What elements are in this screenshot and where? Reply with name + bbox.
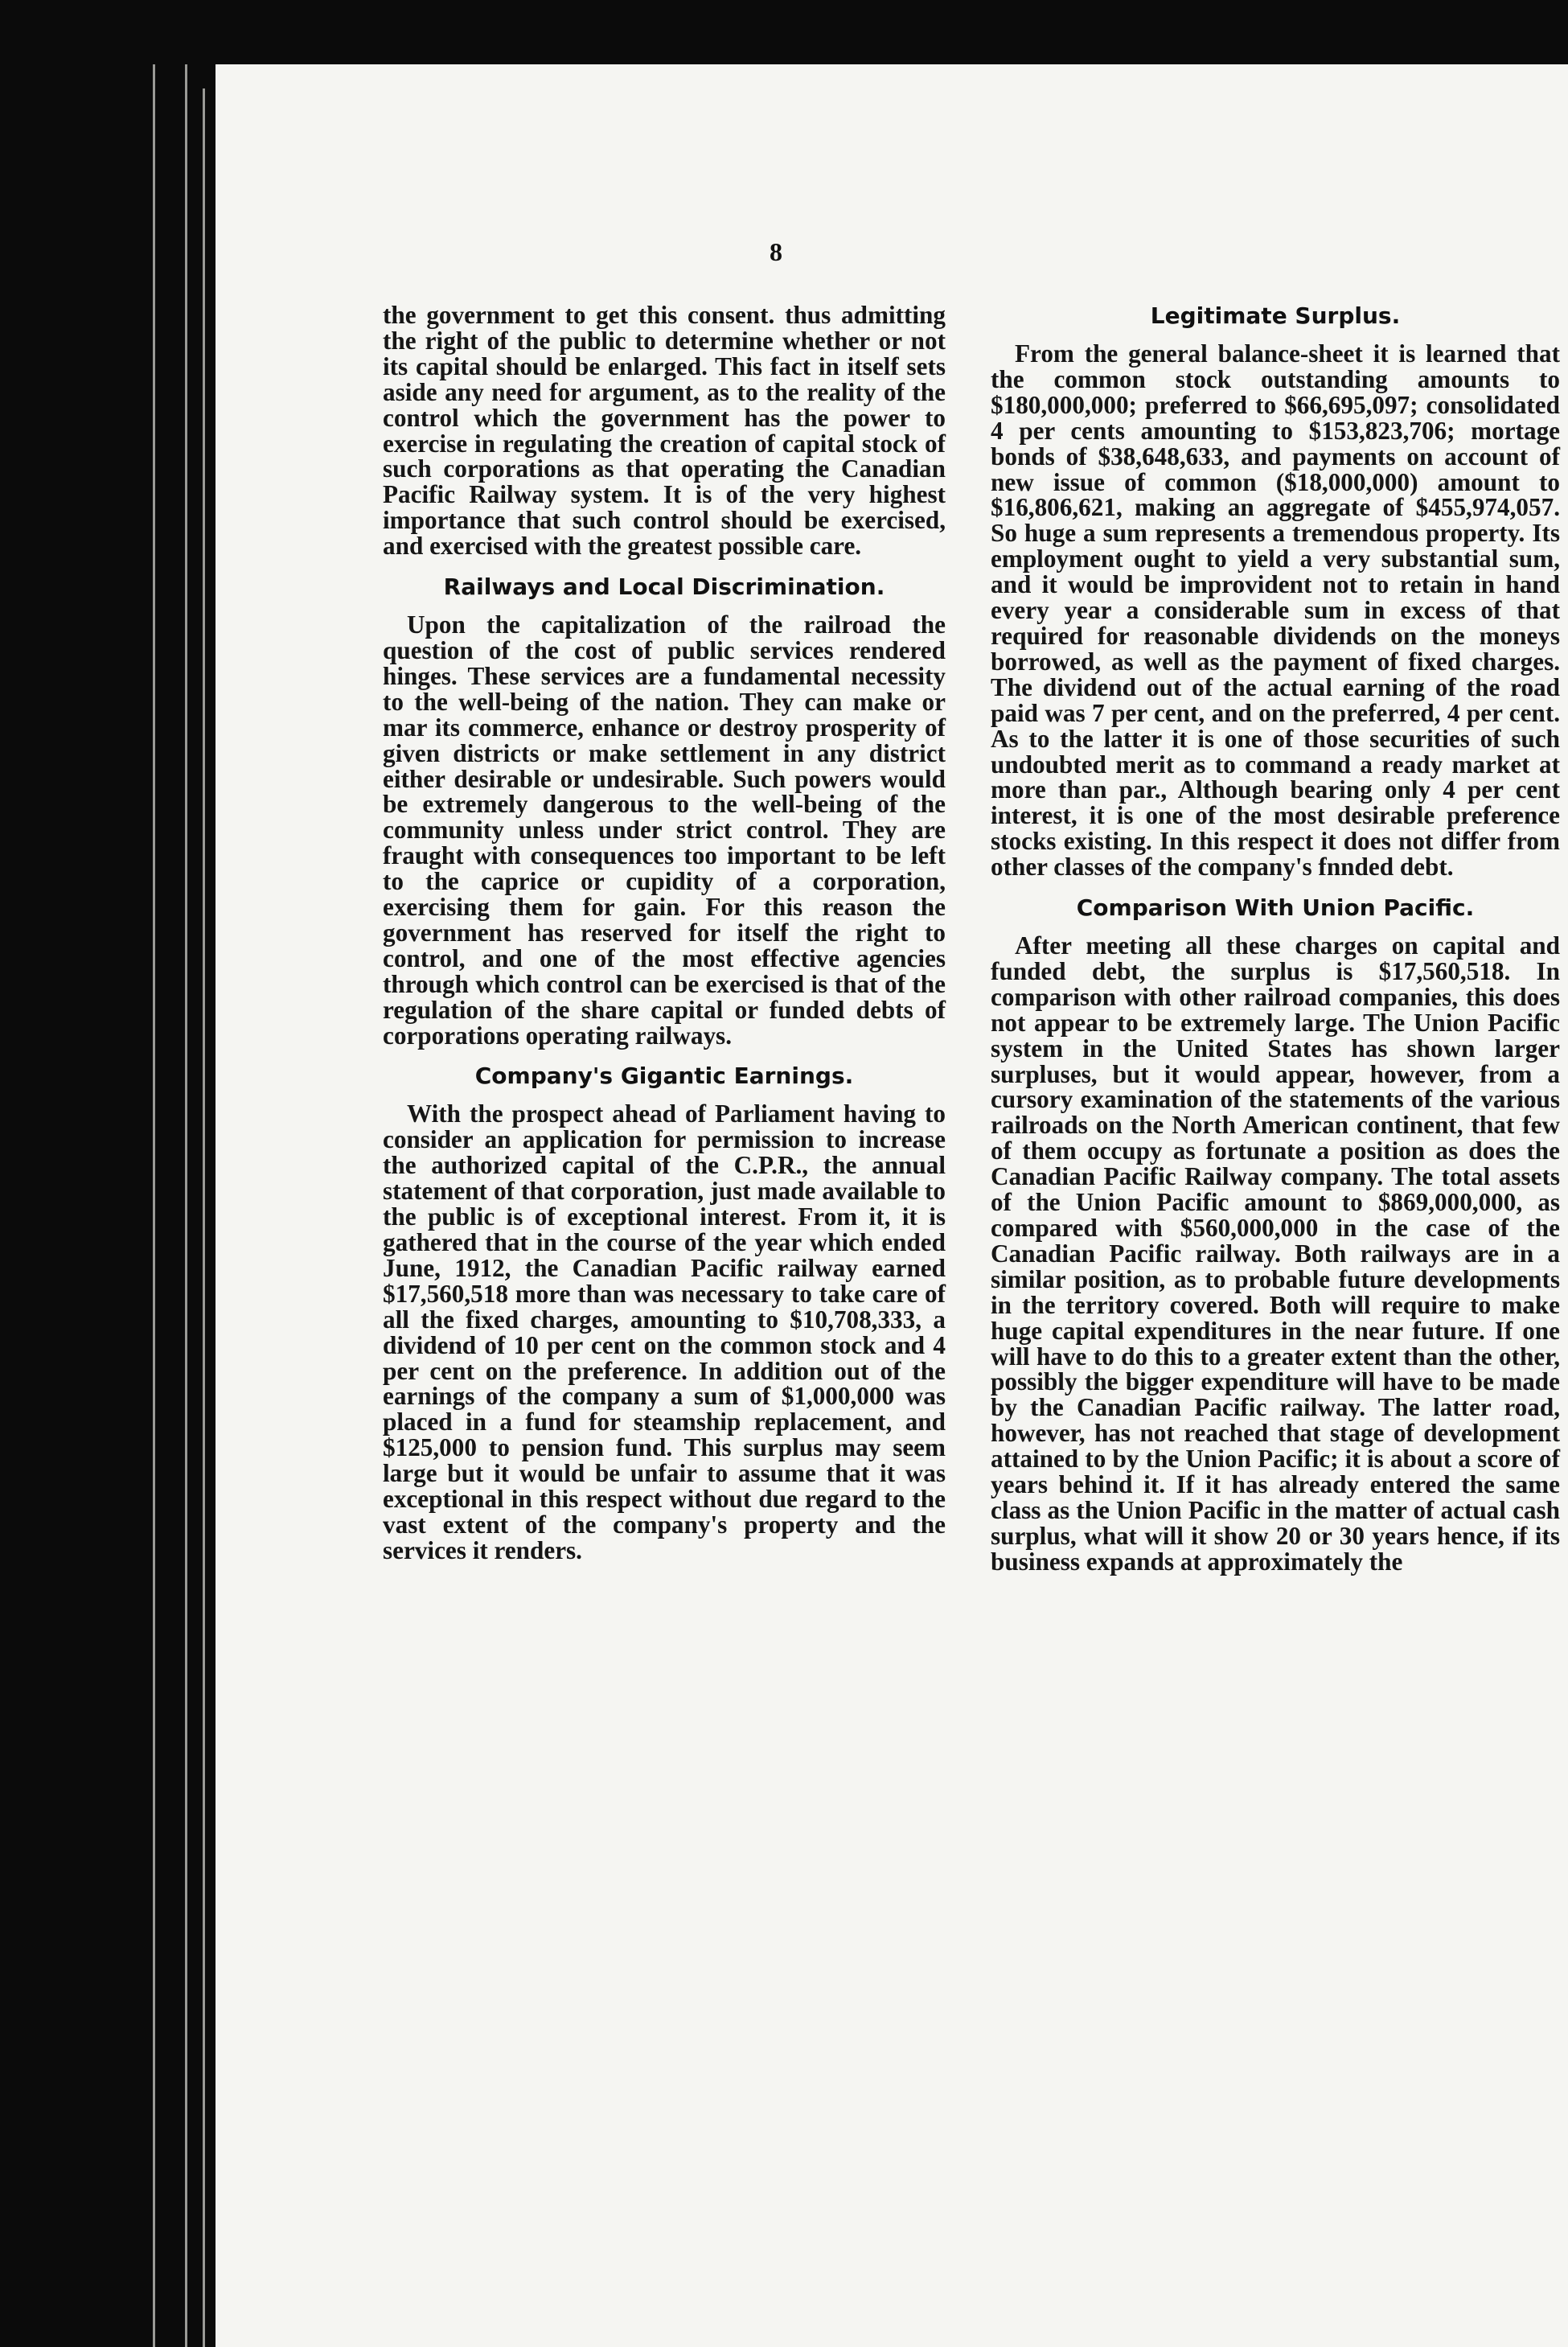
page-edge-line <box>153 64 155 2347</box>
section-heading: Comparison With Union Pacific. <box>1076 894 1475 922</box>
paragraph: From the general balance-sheet it is learned that the common stock outstanding amounts to $180,000,000; preferred to $66,695,097; consolidated 4 per cents amounting to $153,823,706; mortage bonds of $38,648,633, and payments on account of new issue of common ($18,000,000) amount to $16,806,621, making an aggregate of $455,974,057. So huge a sum represents a tremendous property. Its employment ought to yield a very substantial sum, and it would be improvident not to retain in hand every year a considerable sum in excess of that required for reasonable dividends on the moneys borrowed, as well as the payment of fixed charges. The dividend out of the actual earning of the road paid was 7 per cent, and on the preferred, 4 per cent. As to the latter it is one of those securities of such undoubted merit as to command a ready market at more than par., Although bearing only 4 per cent interest, it is one of the most desirable preference stocks existing. In this respect it does not differ from other classes of the company's fnnded debt. <box>991 339 1560 882</box>
page-edge-line <box>185 64 187 2347</box>
section-heading: Company's Gigantic Earnings. <box>474 1063 854 1090</box>
section-heading: Railways and Local Discrimination. <box>443 573 885 601</box>
right-column <box>991 302 1560 1575</box>
paragraph: the government to get this consent. thus admitting the right of the public to determine whether or not its capital should be enlarged. This fact in itself sets aside any need for argument, as to the reality of the control which the government has the power to exercise in regulating the creation of capital stock of such corporations as that operating the Canadian Pacific Railway system. It is of the very highest importance that such control should be exercised, and exercised with the greatest possible care. <box>383 301 946 561</box>
page-number: 8 <box>770 237 782 266</box>
paragraph: Upon the capitalization of the railroad the question of the cost of public services rendered hinges. These services are a fundamental necessity to the well-being of the nation. They can make or mar its commerce, enhance or destroy prosperity of given districts or make settlement in any district either desirable or undesirable. Such powers would be extremely dangerous to the well-being of the community unless under strict control. They are fraught with consequences too important to be left to the caprice or cupidity of a corporation, exercising them for gain. For this reason the government has reserved for itself the right to control, and one of the most effective agencies through which control can be exercised is that of the regulation of the share capital or funded debts of corporations operating railways. <box>383 610 946 1050</box>
left-column <box>383 302 946 1564</box>
page-edge-line <box>203 88 205 2347</box>
paragraph: With the prospect ahead of Parliament having to consider an application for permission to increase the authorized capital of the C.P.R., the annual statement of that corporation, just made available to the public is of exceptional interest. From it, it is gathered that in the course of the year which ended June, 1912, the Canadian Pacific railway earned $17,560,518 more than was necessary to take care of all the fixed charges, amounting to $10,708,333, a dividend of 10 per cent on the common stock and 4 per cent on the preference. In addition out of the earnings of the company a sum of $1,000,000 was placed in a fund for steamship replacement, and $125,000 to pension fund. This surplus may seem large but it would be unfair to assume that it was exceptional in this respect without due regard to the vast extent of the company's property and the services it renders. <box>383 1100 946 1564</box>
section-heading: Legitimate Surplus. <box>1150 302 1401 329</box>
paragraph: After meeting all these charges on capital and funded debt, the surplus is $17,560,518. In comparison with other railroad companies, this does not appear to be extremely large. The Union Pacific system in the United States has shown larger surpluses, but it would appear, however, from a cursory examination of the statements of the various railroads on the North American continent, that few of them occupy as fortunate a position as does the Canadian Pacific Railway company. The total assets of the Union Pacific amount to $869,000,000, as compared with $560,000,000 in the case of the Canadian Pacific railway. Both railways are in a similar position, as to probable future developments in the territory covered. Both will require to make huge capital expenditures in the near future. If one will have to do this to a greater extent than the other, possibly the bigger expenditure will have to be made by the Canadian Pacific railway. The latter road, however, has not reached that stage of development attained to by the Union Pacific; it is about a score of years behind it. If it has already entered the same class as the Union Pacific in the matter of actual cash surplus, what will it show 20 or 30 years hence, if its business expands at approximately the <box>991 931 1560 1576</box>
